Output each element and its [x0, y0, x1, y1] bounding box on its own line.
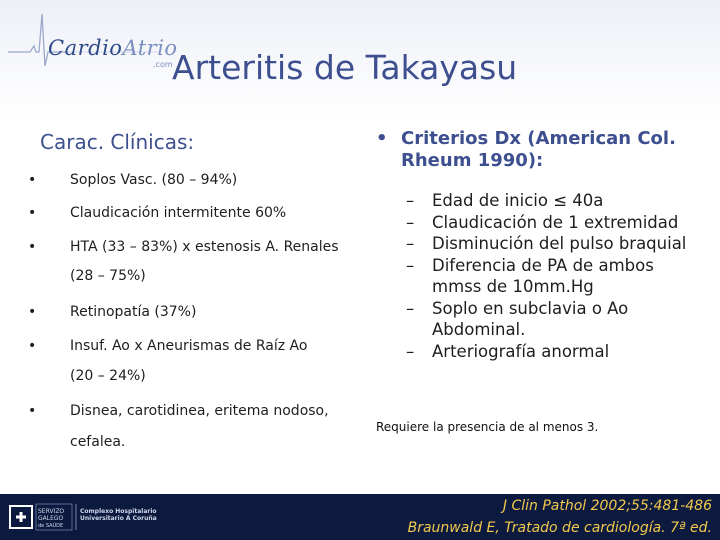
logo-suffix: .com: [153, 60, 173, 69]
criteria-text: Claudicación de 1 extremidad: [432, 212, 679, 232]
dash-icon: –: [406, 191, 415, 210]
clinical-feature-text: Soplos Vasc. (80 – 94%): [70, 172, 238, 188]
svg-text:Universitario A Coruña: Universitario A Coruña: [80, 515, 157, 522]
citation-journal: J Clin Pathol 2002;55:481-486: [502, 498, 712, 514]
logo-brand-part2: Atrio: [122, 36, 178, 60]
criteria-text: Disminución del pulso braquial: [432, 234, 687, 253]
cardioatrio-logo: [8, 8, 178, 78]
criteria-text: Diferencia de PA de ambos mmss de 10mm.Hg: [432, 255, 654, 296]
svg-text:de SAÚDE: de SAÚDE: [38, 523, 64, 529]
criteria-item: [406, 212, 706, 234]
bullet-icon: •: [28, 205, 37, 221]
clinical-feature-text: Disnea, carotidinea, eritema nodoso,: [70, 403, 329, 419]
clinical-feature-text: (28 – 75%): [70, 268, 146, 284]
criteria-item: [406, 190, 706, 212]
criteria-item: [406, 298, 706, 341]
criteria-text: Edad de inicio ≤ 40a: [432, 191, 604, 210]
dash-icon: –: [406, 298, 415, 318]
sergas-logo: [8, 498, 178, 536]
dash-icon: –: [406, 212, 415, 232]
criteria-heading-text: Criterios Dx (American Col. Rheum 1990):: [401, 128, 676, 171]
clinical-feature-text: (20 – 24%): [70, 368, 146, 384]
criteria-item: [406, 255, 706, 298]
logo-brand-part1: Cardio: [48, 36, 123, 60]
slide-title: Arteritis de Takayasu: [172, 48, 518, 87]
criteria-item: [406, 341, 706, 363]
footer-bar: [0, 494, 720, 540]
clinical-features-heading: Carac. Clínicas:: [40, 130, 195, 154]
svg-text:GALEGO: GALEGO: [38, 515, 64, 522]
bullet-icon: •: [28, 172, 37, 188]
clinical-feature-text: Insuf. Ao x Aneurismas de Raíz Ao: [70, 338, 308, 354]
dash-icon: –: [406, 341, 415, 361]
bullet-icon: •: [28, 338, 37, 354]
clinical-feature-text: Retinopatía (37%): [70, 304, 197, 320]
clinical-feature-text: Claudicación intermitente 60%: [70, 205, 287, 221]
dash-icon: –: [406, 234, 415, 253]
svg-text:Complexo Hospitalario: Complexo Hospitalario: [80, 508, 157, 515]
bullet-icon: •: [28, 403, 37, 419]
criteria-note: Requiere la presencia de al menos 3.: [376, 420, 599, 434]
criteria-text: Arteriografía anormal: [432, 341, 610, 361]
criteria-bullet: •: [376, 128, 388, 149]
dash-icon: –: [406, 255, 415, 275]
bullet-icon: •: [28, 304, 37, 320]
criteria-list: [406, 190, 706, 362]
criteria-item: [406, 233, 706, 255]
clinical-feature-text: cefalea.: [70, 434, 126, 450]
clinical-feature-text: HTA (33 – 83%) x estenosis A. Renales: [70, 239, 339, 255]
svg-text:SERVIZO: SERVIZO: [38, 508, 65, 515]
criteria-text: Soplo en subclavia o Ao Abdominal.: [432, 298, 629, 339]
bullet-icon: •: [28, 239, 37, 255]
citation-book: Braunwald E, Tratado de cardiología. 7ª ed.: [407, 520, 712, 536]
